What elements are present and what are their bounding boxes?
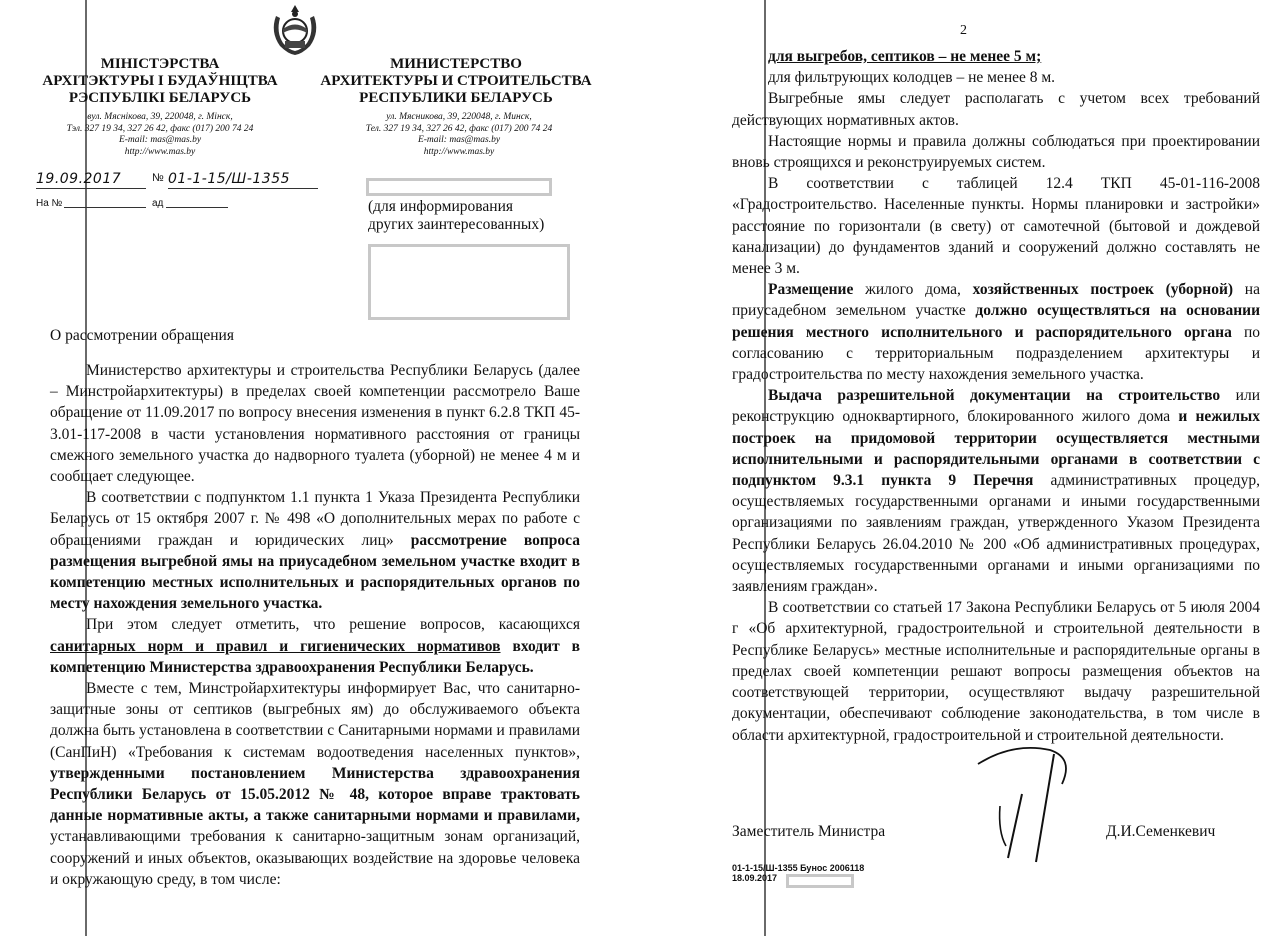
redacted-recipient-address — [368, 244, 570, 320]
address-line: E-mail: mas@mas.by — [417, 135, 501, 145]
letter-body-page-2 — [732, 46, 1260, 746]
body-paragraph — [50, 487, 580, 614]
ministry-name-line: РЭСПУБЛІКІ БЕЛАРУСЬ — [68, 90, 252, 106]
paragraph-text-run: должно осуществляться на основании решения местного исполнительного и распорядительного органа — [732, 302, 1261, 341]
paragraph-text-run: В соответствии со статьей 17 Закона Республики Беларусь от 5 июля 2004 г «Об архитектурной, градостроительной и строительной деятельности в Республике Беларусь» местные исполнительные и распорядительные органы в пределах своей компетенции решают вопросы размещения объектов на соответствующей территории, осуществляют выдачу разрешительной документации, обеспечивают соблюдение законодательства, в том числе в области архитектурной, градостроительной и строительной деятельности. — [732, 599, 1260, 744]
handwritten-number: 01-1-15/Ш-1355 — [168, 171, 291, 187]
paragraph-text-run: Министерство архитектуры и строительства Республики Беларусь (далее – Минстройархитектуры) в пределах своей компетенции рассмотрело Ваше обращение от 11.09.2017 по вопросу внесения изменения в пункт 6.2.8 ТКП 45-3.01-117-2008 в части установления нормативного расстояния от границы смежного земельного участка до надворного туалета (уборной) не менее 4 м и сообщает следующее. — [50, 362, 580, 486]
paragraph-text-run: на приусадебном земельном участке — [732, 281, 1260, 320]
ref-number-blank — [64, 207, 146, 208]
paragraph-text-run: жилого дома, — [853, 281, 973, 299]
ministry-name-line: АРХІТЭКТУРЫ І БУДАЎНІЦТВА — [42, 73, 278, 89]
paragraph-text-run: и нежилых построек на придомовой территории осуществляется местными исполнительными и распорядительными органами в соответствии с подпунктом 9.3.1 пункта 9 Перечня — [732, 408, 1260, 490]
body-paragraph — [732, 46, 1260, 67]
address-line: Тел. 327 19 34, 327 26 42, факс (017) 200 74 24 — [365, 123, 553, 134]
paragraph-text-run: или реконструкцию одноквартирного, блокированного жилого дома — [732, 387, 1261, 426]
body-paragraph — [732, 173, 1260, 279]
paragraph-text-run: В соответствии с подпунктом 1.1 пункта 1 Указа Президента Республики Беларусь от 15 октября 2007 г. № 498 «О дополнительных мерах по работе с обращениями граждан и юридических лиц» — [50, 489, 580, 549]
paragraph-text-run: хозяйственных построек (уборной) — [972, 281, 1234, 299]
paragraph-text-run: Размещение — [768, 281, 854, 299]
address-line: вул. Мяснікова, 39, 220048, г. Мінск, — [87, 112, 233, 122]
ministry-name-line: АРХИТЕКТУРЫ И СТРОИТЕЛЬСТВА — [320, 73, 592, 89]
address-line: E-mail: mas@mas.by — [118, 135, 202, 145]
ref-number-label: На № — [36, 198, 63, 209]
ref-date-label: ад — [152, 198, 164, 209]
ministry-name-ru — [318, 56, 594, 107]
footer-line: 18.09.2017 — [732, 873, 778, 883]
body-paragraph — [50, 614, 580, 678]
number-field — [168, 170, 318, 189]
emblem-icon — [266, 2, 324, 58]
paragraph-text-run: входит в компетенцию Министерства здравоохранения Республики Беларусь. — [50, 637, 581, 676]
paragraph-text-run: санитарных норм и правил и гигиенических нормативов — [50, 637, 501, 655]
recipient-note — [368, 198, 544, 234]
recipient-note-line: других заинтересованных) — [368, 216, 545, 233]
paragraph-text-run: Выгребные ямы следует располагать с учетом всех требований действующих нормативных актов. — [732, 90, 1260, 129]
body-paragraph — [732, 88, 1260, 130]
redacted-recipient-name — [366, 178, 552, 196]
body-paragraph — [50, 678, 580, 890]
paragraph-text-run: рассмотрение вопроса размещения выгребной ямы на приусадебном земельном участке входит в компетенцию местных исполнительных и распорядительных органов по месту нахождения земельного участка. — [50, 531, 580, 613]
handwritten-date: 19.09.2017 — [36, 171, 122, 187]
paragraph-text-run: Вместе с тем, Минстройархитектуры информирует Вас, что санитарно-защитные зоны от септиков (выгребных ям) до обслуживаемого объекта должна быть установлена в соответствии с Санитарными нормами и правилами (СанПиН) «Требования к системам водоотведения населенных пунктов», — [50, 680, 580, 761]
ministry-name-by — [40, 56, 280, 107]
paragraph-text-run: для выгребов, септиков – не менее 5 м; — [768, 48, 1042, 65]
paragraph-text-run: утвержденными постановлением Министерства здравоохранения Республики Беларусь от 15.05.2012 № 48, которое вправе трактовать данные нормативные акты, а также санитарными нормами и правилами, — [50, 764, 580, 825]
ministry-name-line: МІНІСТЭРСТВА — [100, 56, 220, 72]
paragraph-text-run: административных процедур, осуществляемых государственными органами и иными государственными организациями по заявлениям граждан, утвержденного Указом Президента Республики Беларусь 26.04.2010 № 200 «Об административных процедурах, осуществляемых государственными органами и иными организациями по заявлениям граждан». — [732, 472, 1260, 596]
address-line: Тэл. 327 19 34, 327 26 42, факс (017) 200 74 24 — [66, 123, 254, 134]
paragraph-text-run: устанавливающими требования к санитарно-защитным зонам организаций, сооружений и иных объектов, оказывающих воздействие на здоровье человека и окружающую среду, в том числе: — [50, 828, 580, 888]
ministry-name-line: МИНИСТЕРСТВО — [390, 56, 522, 72]
body-paragraph — [50, 360, 580, 487]
paragraph-text-run: При этом следует отметить, что решение вопросов, касающихся — [86, 616, 580, 634]
body-paragraph — [732, 131, 1260, 173]
ref-date-blank — [166, 207, 228, 208]
letter-body-page-1 — [50, 360, 580, 890]
recipient-note-line: (для информирования — [368, 198, 514, 215]
address-line: http://www.mas.by — [124, 146, 196, 157]
signature-mark — [958, 736, 1088, 866]
ministry-name-line: РЕСПУБЛИКИ БЕЛАРУСЬ — [359, 90, 553, 106]
paragraph-text-run: Выдача разрешительной документации на строительство — [768, 387, 1221, 405]
body-paragraph — [732, 597, 1260, 745]
body-paragraph — [732, 385, 1260, 597]
redacted-author-name — [786, 874, 854, 888]
signature-title: Заместитель Министра — [732, 823, 886, 840]
paragraph-text-run: В соответствии с таблицей 12.4 ТКП 45-01-116-2008 «Градостроительство. Населенные пункты. Нормы планировки и застройки» расстояние по горизонтали (в свету) от самотечной (бытовой и дождевой канализации) до фундаментов зданий и сооружений должно составлять не менее 3 м. — [732, 175, 1260, 278]
signature-name: Д.И.Семенкевич — [1106, 823, 1216, 840]
date-field — [36, 170, 146, 189]
paragraph-text-run: по согласованию с территориальным подразделением архитектуры и градостроительства по месту нахождения земельного участка. — [732, 323, 1261, 384]
letter-page-2 — [640, 0, 1280, 936]
ministry-address-by — [30, 112, 290, 158]
body-paragraph — [732, 67, 1260, 88]
paragraph-text-run: Настоящие нормы и правила должны соблюдаться при проектировании вновь строящихся и реконструируемых систем. — [732, 132, 1260, 172]
address-line: http://www.mas.by — [423, 146, 495, 157]
page-number: 2 — [960, 23, 967, 38]
letter-subject: О рассмотрении обращения — [50, 327, 234, 344]
ministry-address-ru — [328, 112, 590, 158]
body-paragraph — [732, 279, 1260, 385]
number-label: № — [152, 172, 164, 184]
footer-line: 01-1-15/Ш-1355 Бунос 2006118 — [732, 863, 865, 873]
paragraph-text-run: для фильтрующих колодцев – не менее 8 м. — [768, 69, 1056, 87]
address-line: ул. Мясникова, 39, 220048, г. Минск, — [386, 112, 532, 122]
